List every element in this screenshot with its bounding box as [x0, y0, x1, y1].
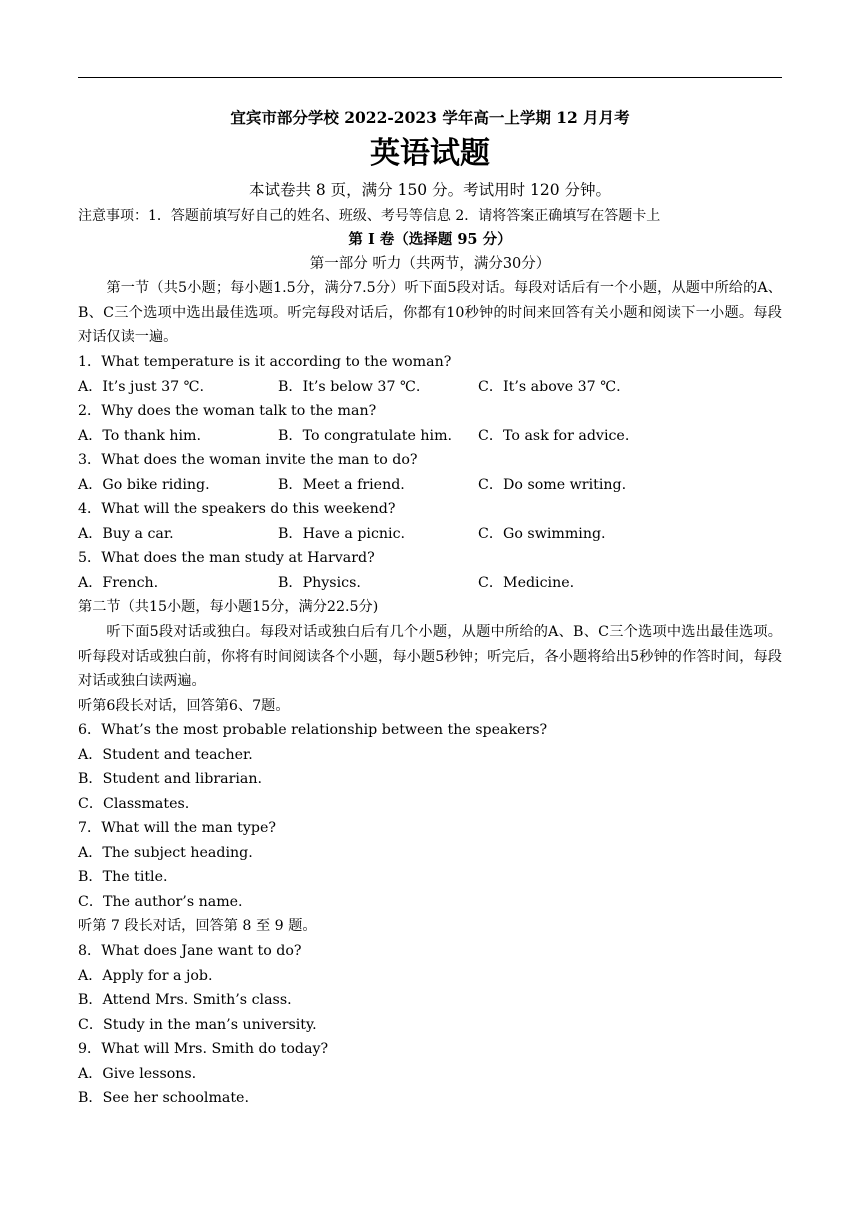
- option-c: C．It’s above 37 ℃.: [478, 379, 621, 395]
- question-7-option-b: B．The title.: [78, 869, 168, 885]
- question-2: 2．Why does the woman talk to the man?: [78, 403, 377, 419]
- option-a: A．Go bike riding.: [78, 477, 210, 493]
- question-9-option-b: B．See her schoolmate.: [78, 1090, 249, 1106]
- option-c: C．Do some writing.: [478, 477, 627, 493]
- option-c: C．Medicine.: [478, 575, 575, 591]
- option-b: B．Physics.: [278, 575, 361, 591]
- question-8-option-a: A．Apply for a job.: [78, 968, 213, 984]
- option-a: A．French.: [78, 575, 159, 591]
- option-b: B．Have a picnic.: [278, 526, 406, 542]
- exam-info: 本试卷共 8 页，满分 150 分。考试用时 120 分钟。: [248, 181, 612, 199]
- question-8: 8．What does Jane want to do?: [78, 943, 302, 959]
- volume-heading: 第 I 卷（选择题 95 分）: [348, 231, 512, 248]
- question-5: 5．What does the man study at Harvard?: [78, 550, 375, 566]
- question-6-option-c: C．Classmates.: [78, 796, 190, 812]
- question-6: 6．What’s the most probable relationship between the speakers?: [78, 722, 548, 738]
- question-7-option-c: C．The author’s name.: [78, 894, 243, 910]
- question-1: 1．What temperature is it according to the woman?: [78, 354, 452, 370]
- question-3-options: [78, 473, 782, 498]
- question-6-option-a: A．Student and teacher.: [78, 747, 253, 763]
- option-a: A．Buy a car.: [78, 526, 174, 542]
- question-9: 9．What will Mrs. Smith do today?: [78, 1041, 329, 1057]
- exam-title: 英语试题: [370, 136, 490, 171]
- question-7-option-a: A．The subject heading.: [78, 845, 253, 861]
- header-rule: [78, 77, 782, 78]
- option-a: A．It’s just 37 ℃.: [78, 379, 205, 395]
- option-a: A．To thank him.: [78, 428, 202, 444]
- question-8-option-c: C．Study in the man’s university.: [78, 1017, 317, 1033]
- section1-intro: 第一节（共5小题；每小题1.5分，满分7.5分）听下面5段对话。每段对话后有一个小题，从题中所给的A、B、C三个选项中选出最佳选项。听完每段对话后，你都有10秒钟的时间来回答有关小题和阅读下一小题。每段对话仅读一遍。: [78, 280, 782, 345]
- option-b: B．To congratulate him.: [278, 428, 453, 444]
- question-3: 3．What does the woman invite the man to do?: [78, 452, 418, 468]
- part-heading: 第一部分 听力（共两节，满分30分）: [309, 256, 551, 272]
- question-7: 7．What will the man type?: [78, 820, 276, 836]
- question-8-option-b: B．Attend Mrs. Smith’s class.: [78, 992, 292, 1008]
- question-1-options: [78, 375, 782, 400]
- option-b: B．It’s below 37 ℃.: [278, 379, 421, 395]
- exam-subtitle: 宜宾市部分学校 2022-2023 学年高一上学期 12 月月考: [230, 108, 630, 127]
- question-4: 4．What will the speakers do this weekend?: [78, 501, 396, 517]
- option-c: C．To ask for advice.: [478, 428, 630, 444]
- question-6-option-b: B．Student and librarian.: [78, 771, 263, 787]
- question-4-options: [78, 522, 782, 547]
- question-5-options: [78, 571, 782, 596]
- option-c: C．Go swimming.: [478, 526, 606, 542]
- section2-intro: 听下面5段对话或独白。每段对话或独白后有几个小题，从题中所给的A、B、C三个选项中选出最佳选项。听每段对话或独白前，你将有时间阅读各个小题，每小题5秒钟；听完后，各小题将给出5秒钟的作答时间，每段对话或独白读两遍。: [78, 624, 782, 689]
- dialog-7-instruction: 听第 7 段长对话，回答第 8 至 9 题。: [78, 918, 317, 934]
- question-9-option-a: A．Give lessons.: [78, 1066, 197, 1082]
- exam-notice: 注意事项：1．答题前填写好自己的姓名、班级、考号等信息 2．请将答案正确填写在答题卡上: [78, 208, 661, 224]
- section2-heading: 第二节（共15小题，每小题15分，满分22.5分): [78, 599, 379, 615]
- question-2-options: [78, 424, 782, 449]
- dialog-6-instruction: 听第6段长对话，回答第6、7题。: [78, 698, 290, 714]
- option-b: B．Meet a friend.: [278, 477, 405, 493]
